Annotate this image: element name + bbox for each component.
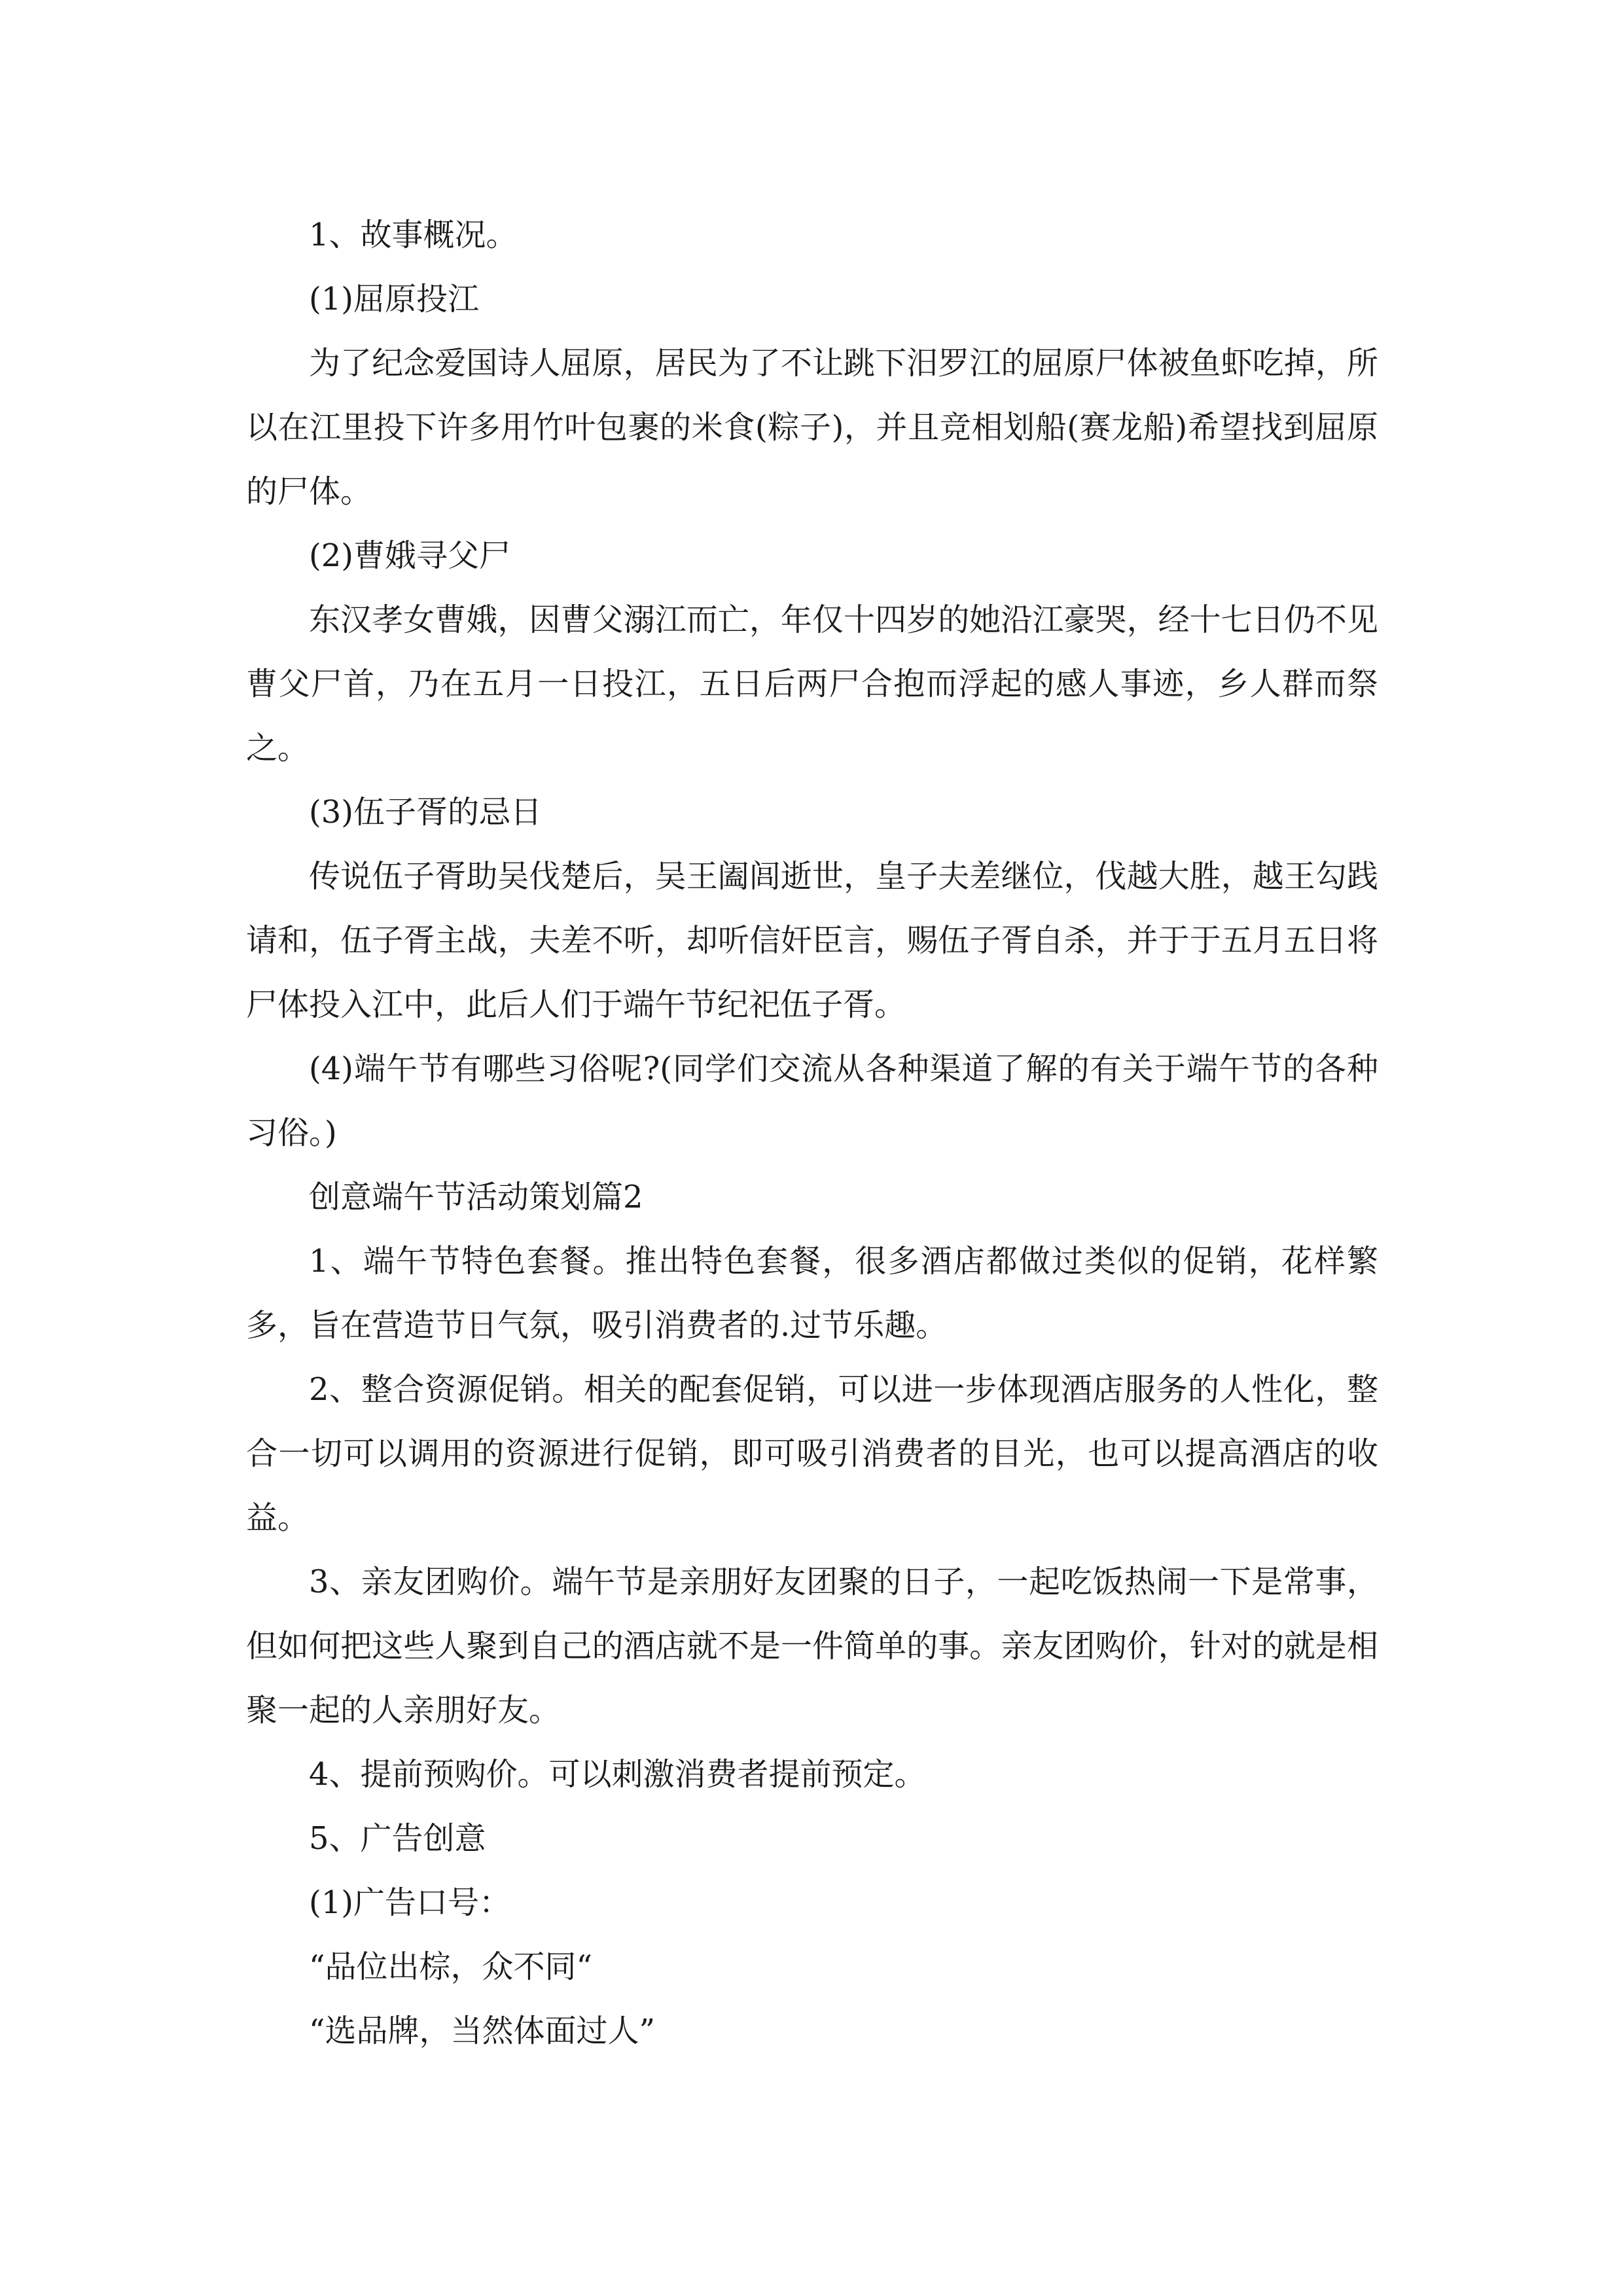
- list-item-group-price: 3、亲友团购价。端午节是亲朋好友团聚的日子，一起吃饭热闹一下是常事，但如何把这些人聚到自己的酒店就不是一件简单的事。亲友团购价，针对的就是相聚一起的人亲朋好友。: [246, 1564, 1378, 1729]
- list-item-resource-promotion: 2、整合资源促销。相关的配套促销，可以进一步体现酒店服务的人性化，整合一切可以调用的资源进行促销，即可吸引消费者的目光，也可以提高酒店的收益。: [246, 1371, 1378, 1536]
- subheading-cao-e: (2)曹娥寻父尸: [309, 537, 510, 574]
- subheading-ad-slogan: (1)广告口号：: [309, 1884, 510, 1921]
- paragraph-quyuan: 为了纪念爱国诗人屈原，居民为了不让跳下汨罗江的屈原尸体被鱼虾吃掉，所以在江里投下许多用竹叶包裹的米食(粽子)，并且竞相划船(赛龙船)希望找到屈原的尸体。: [246, 345, 1378, 510]
- paragraph-customs-question: (4)端午节有哪些习俗呢?(同学们交流从各种渠道了解的有关于端午节的各种习俗。): [246, 1050, 1378, 1151]
- section-title-plan-2: 创意端午节活动策划篇2: [309, 1179, 643, 1215]
- list-item-special-set-meal: 1、端午节特色套餐。推出特色套餐，很多酒店都做过类似的促销，花样繁多，旨在营造节日气氛，吸引消费者的.过节乐趣。: [246, 1243, 1378, 1344]
- slogan-2: “选品牌，当然体面过人”: [309, 2013, 656, 2049]
- list-item-ad-creative: 5、广告创意: [309, 1820, 486, 1857]
- section-heading-story-overview: 1、故事概况。: [309, 217, 518, 253]
- subheading-quyuan: (1)屈原投江: [309, 281, 479, 317]
- paragraph-wu-zixu: 传说伍子胥助吴伐楚后，吴王阖闾逝世，皇子夫差继位，伐越大胜，越王勾践请和，伍子胥主战，夫差不听，却听信奸臣言，赐伍子胥自杀，并于于五月五日将尸体投入江中，此后人们于端午节纪祀伍子胥。: [246, 858, 1378, 1023]
- document-body: [246, 203, 1378, 2063]
- slogan-1: “品位出棕，众不同“: [309, 1948, 593, 1985]
- subheading-wu-zixu: (3)伍子胥的忌日: [309, 794, 542, 831]
- list-item-presale-price: 4、提前预购价。可以刺激消费者提前预定。: [309, 1756, 926, 1793]
- paragraph-cao-e: 东汉孝女曹娥，因曹父溺江而亡，年仅十四岁的她沿江豪哭，经十七日仍不见曹父尸首，乃在五月一日投江，五日后两尸合抱而浮起的感人事迹，乡人群而祭之。: [246, 601, 1378, 766]
